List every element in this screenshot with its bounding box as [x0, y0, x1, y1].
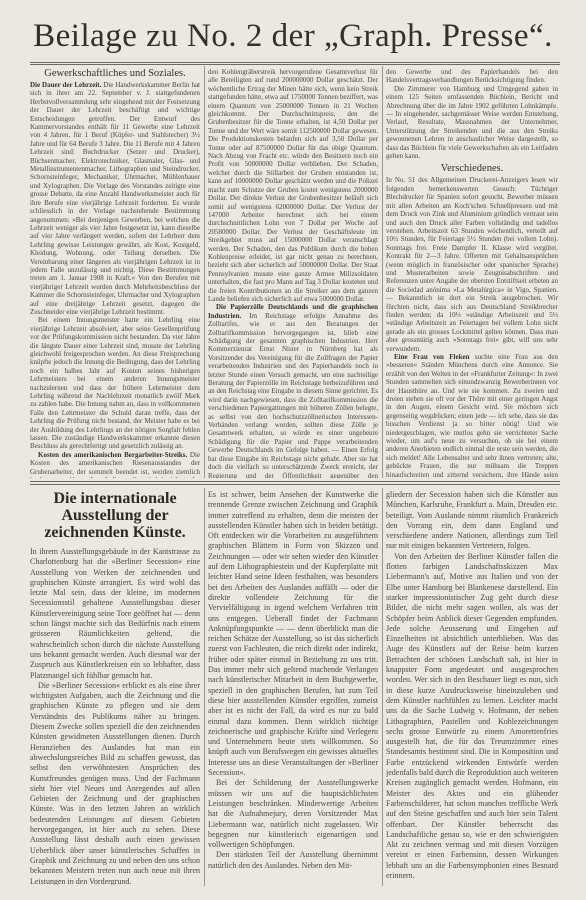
- article-text: Die Handwerkskammer Berlin hat sich in ihrer am 22. September v. J. stattgefundenen Herbstvollversammlung sehr eingehend mit der Festsetzung der Dauer der Lehrzeit beschäftigt und wichtige Entscheidungen getroffen. Der Entwurf des Kammervorstandes enthält für 11 Gewerbe eine Lehrzeit von 4 Jahren, für 1 Beruf (Küpfer- und Stahlstecher) 3½ Jahre und für 64 Berufe 3 Jahre. Die 11 Berufe mit 4 Jahren Lehrzeit sind: Buchdrucker (Setzer und Drucker), Büchsenmacher, Elektrotechniker, Glasmaler, Glas- und Metallinstrumentenmacher, Lithographen und Steindrucker, Schornsteinfeger, Mechaniker, Uhrmacher, Mühlenbauer und Xylographen. Die Vorlage des Vorstandes zeitigte eine grosse Debatte, da eine Anzahl Handwerksmeister auch für ihre Berufe eine vierjährige Lehrzeit forderten. Es wurde schliesslich in der Vorlage nachstehende Bestimmung angenommen: »Bei denjenigen Gewerben, bei welchen die Lehrzeit weniger als vier Jahre festgesetzt ist, kann dieselbe auf vier Jahre verlängert werden, sofern der Lehrherr dem Lehrling gewisse Leistungen gewährt, als Kost, Kostgeld, Kleidung, Wohnung, oder Teilung derselben. Die Vereinbarung einer längeren als vierjährigen Lehrzeit ist in jedem Falle unzulässig und nichtig. Diese Bestimmungen treten am 1. Januar 1908 in Kraft.« Von den Berufen mit vierjähriger Lehrzeit wurden durch Mehrheitsbeschluss der Kammer die Schornsteinfeger, Uhrmacher und Xylographen auf eine dreijährige Lehrzeit gesetzt, dagegen die Zuschneider eine vierjährige Lehrzeit bestimmt.: [30, 81, 200, 316]
- masthead-title: Beilage zu No. 2 der „Graph. Presse“.: [33, 18, 553, 54]
- article-bergarbeiter: [30, 451, 200, 478]
- exhibition-paragraph: Den stärksten Teil der Ausstellung übernimmt natürlich den des Auslandes. Neben den Mit-: [208, 850, 378, 870]
- exhibition-paragraph: Die »Berliner Secession« erblickt es als eine ihrer wichtigsten Aufgaben, auch die Zeichnung und die graphischen Künste zu pflegen und sie dem Verständnis des Publikums näher zu bringen. Diesem Zwecke sollen speziell die den zeichnenden Künsten gewidmeten Ausstellungen dienen. Durch Heranziehen des Auslandes hat man ein abwechslungsreiches Bild zu schaffen gewusst, das selbst den verwöhntesten Ansprüchen des Kunstfreundes genügen muss. Und der Fachmann sieht hier viel Neues und Anregendes auf allen Gebieten der Zeichnung und der graphischen Künste. Was in den letzten Jahren an wirklich bedeutenden Leistungen auf diesem Gebieten hervorgegangen, ist hier auch zu sehen. Diese Ausstellung lässt deshalb auch einen gewissen Ueberblick über unser künstlerisches Schaffen in Graphik und Zeichnung zu und neben den uns schon bekannten Meistern treten nun auch neue mit ihren Leistungen in den Vordergrund.: [30, 680, 200, 885]
- article-heading: Eine Frau von Fleken: [394, 353, 470, 361]
- upper-right-column: [386, 68, 558, 478]
- exhibition-paragraph: Es ist schwer, beim Ansehen der Kunstwerke die trennende Grenze zwischen Zeichnung und Graphik immer zutreffend zu erhalten, denn die meisten der ausstellenden Künstler haben sich in beiden betätigt. Oft entdecken wir die Vorarbeiten zu ausgeführtem graphischen Blättern in Form von Skizzen und Zeichnungen — oder wir sehen wieder den Künstler auf dem Lithographiestein und der Kupferplatte mit leichter Hand seine Ideen festhalten, was besonders bei den Arbeiten des Auslandes auffällt — oder die direkte vollendete Zeichnung für die Vervielfältigung in irgend welchem Verfahren tritt uns entgegen. Ueberall findet der Fachmann Anknüpfungspunkte — — denn überblickt man die reichen Schätze der Ausstellung, so ist das sicherlich zuerst von Fachleuten, die reich direkt oder indirekt, früher oder später einmal in Beziehung zu uns tritt. Das immer mehr sich geltend machende Verlangen nach künstlerischer Mitarbeit in dem Buchgewerbe, speziell in den graphischen Berufen, hat zum Teil diese hier ausstellenden Künstler ergriffen, zumeist aber ist es nicht der Fall, da wird es nur zu bald einmal dazu kommen. Denn wirklich tüchtige zeichnerische und graphische Kräfte sind Verlegern und Unternehmern heute stets willkommen. So knüpft auch von Berufswegen ein gewisses aktuelles Interesse uns an diese Veranstaltungen der »Berliner Secession«.: [208, 490, 378, 778]
- column-divider: [204, 66, 205, 478]
- masthead-rule: [30, 62, 560, 65]
- article-text: Im Reichstage erfolgte Annahme des Zolltarifes, wie er aus den Beratungen der Zolltarifkommission hervorgegangen ist, blieb eine Schädigung der gesamten graphischen Industrien. Herr Kommerzienrat Ernst Nister in Nürnberg hat als Vorsitzender des Vereinigung für die Zollfragen der Papier verarbeitenden Industrien und des Papierhandels noch in letzter Stunde einen Versuch gemacht, um eine nachteilige Beratung der Papierzölle im Reichstage herbeizuführen und an den Reichstag eine Eingabe in diesem Sinne gerichtet. Es wird darin nachgewiesen, dass die Zolltarifkommission die verschiedenen Papiergattungen mit höheren Zöllen belegte, as selbst von den hochschutzzöllnerischen Interessen-Verbänden verlangt worden, sollten diese Zölle je Gesamtwerk erhalten, so würde es einer ungeheure Schädigung für die Papier und Pappe verarbeitenden Gewerbe Deutschlands im Gefolge haben. — Einen Erfolg hat diese Eingabe im Reichstage nicht gehabt. Aber sie hat doch die vielfach so unterschätzende Zweck erreicht, der Regierung und der Öffentlichkeit gegenüber den: [208, 311, 378, 478]
- article-frau: [386, 353, 558, 478]
- article-blechdrucker: In No. 51 des Allgemeinen Druckerei-Anzeigers lesen wir folgenden bemerkenswerten Gesuch: Tüchtiger Blechdrucker für Spanien sofort gesucht. Bewerber müssen mit allen Arbeiten am Koch'schen Schnellpressen und mit dem Druck von Zink und Aluminium gründlich vertraut sein und auch den Druck aller Farben vollständig und tadellos verstehen. Arbeitszeit 63 Stunden wöchentlich, verteilt auf 10½ Stunden, für Feiertage 5½ Stunden (bei vollem Lohn). Sonntags frei. Freie Dampfer II. Klasse wird vergütet. Kontrakt für 2—3 Jahre. Offerten mit Gehaltsansprüchen (wenn möglich in französischer oder spanischer Sprache) und Musterarbeiten sowie Zeugnisabschriften und Referenzen unter Angabe der obersten Entstiftseit erbeten an die Sociedad anónima »La Metalúrgica« in Vigo, Spanien. — Bekanntlich ist dort ein Streik ausgebrochen. Wir fürchten nicht, dass sich aus Deutschland Streikbrecher finden werden; da 10⅓ »ständige Arbeitszeit und 5⅓ »ständige Arbeitszeit an Feiertagen bei vollem Lohn nicht gerade als ein grosses Lockmittel gelten können. Dass man aber grossmütig auch »Sonntags frei« gibt, will uns sehr verwundern.: [386, 176, 558, 353]
- exhibition-paragraph: In ihrem Ausstellungsgebäude in der Kantstrasse zu Charlottenburg hat die »Berliner Secession« eine Ausstellung von Werken der zeichnenden und graphischen Künste arrangiert. Es wird wohl das letzte Mal sein, dass der kleine, im modernen Secessionsstil gehaltene Ausstellungsbau dieser Künstlervereinigung seine Tore geöffnet hat — denn schon längst machte sich das Bedürfnis nach einem grösseren Räumlichkeiten geltend, die wahrscheinlich schon durch die nächste Ausstellung uns bekannt gemacht werden. Auch diesmal war der Zuspruch aus Künstlerkreisen ein so lebhafter, dass Platzmangel sich fühlbar gemacht hat.: [30, 547, 200, 680]
- article-handelsvertrag: den Gewerbe und des Papierhandels bei den Handelsvertragsverhandlungen Berücksichtigung finden.: [386, 68, 558, 85]
- section-divider: [30, 484, 560, 485]
- exhibition-paragraph: gliedern der Secession haben sich die Künstler aus München, Karlsruhe, Frankfurt a. Main, Dresden etc. beteiligt. Vom Auslande nimmt räumlich Frankreich den Vorrang ein, dem dann England und verschiedene andere Nationen, allerdings zum Teil nur mit einigen bekannten Vertretern, folgen.: [386, 490, 558, 551]
- upper-left-column: [30, 68, 200, 478]
- article-heading: Die Dauer der Lehrzeit.: [30, 81, 102, 89]
- section-divider: [30, 481, 560, 482]
- article-papierzoelle: [208, 303, 378, 478]
- column-divider: [382, 66, 383, 478]
- section-title-misc: Verschiedenes.: [440, 163, 504, 175]
- lower-middle-column: [208, 490, 378, 885]
- lower-left-column: [30, 490, 200, 885]
- exhibition-article-title: Die internationale Ausstellung der zeichnenden Künste.: [44, 490, 186, 541]
- exhibition-paragraph: Bei der Schilderung der Ausstellungswerke müssen wir uns auf die hauptsächlichsten Leistungen beschränken. Minderwertige Arbeiten hat die Aufnahmejury, deren Vorsitzender Max Liebermann war, natürlich nicht zugelassen. Wir begegnen nur künstlerisch eigenartigen und vollwertigen Schöpfungen.: [208, 778, 378, 850]
- article-text: Die Kosten des amerikanischen Riesenausstandes der Grubenarbeiter, der sommelt beendet ist, werden ziemlich: [30, 450, 200, 476]
- section-title-social: Gewerkschaftliches und Soziales.: [44, 68, 186, 79]
- article-lehrzeit: [30, 81, 200, 316]
- column-divider: [204, 488, 205, 886]
- article-heading: Kosten des amerikanischen Bergarbeiter-Streiks.: [38, 450, 188, 459]
- upper-middle-column: [208, 68, 378, 478]
- article-lehrling: Bei einem Innungsmeister hatte ein Lehrling eine vierjährige Lehrzeit absolviert, aber seine Gesellenprüfung vor der Prüfungskommission nicht bestanden. Da vier Jahre die längste Dauer einer Lehrzeit sind, musste der Lehrling gleichwohl freigesprochen werden. An diese Freisprechung knüpfte jedoch die Innung die Bedingung, dass der Lehrling noch ein halbes Jahr auf Kosten seines bisherigen Lehrmeisters bei einem anderen Innungsmeister nachzulernen und dass der frühere Lehrmeister dem Lehrling während der Nachlehrzeit monatlich zwölf Mark zu zahlen habe. Die Innung nahm an, dass in vollkommenen Falle den Lehrmeister die Schuld daran treffe, dass der Lehrling die Prüfung nicht bestand, der Meister habe es bei der Ausbildung des Lehrlings an der nötigen Sorgfalt fehlen lassen. Die zuständige Handwerkskammer erkannte diesen Beschluss als gerechtfertigt und gesetzlich zulässig an.: [30, 316, 200, 451]
- article-streik-kosten: den Kohlengräberstreik hervorgerufene Gesamtverlust für alle Beteiligten auf rund 200000000 Dollar geschätzt. Der wöchentliche Ertrag der Minen hätte sich, wenn kein Streik stattgefunden hätte, etwa auf 1750000 Tonnen beziffert, was einem Quantum von 25000000 Tonnen in 21 Wochen gleichkommt. Der Durchschnittspreis, den die Grubenbesitzer für die Tonne erhalten, ist 4,50 Dollar per Tonne und der Wert wäre somit 112500000 Dollar gewesen. Die Produktionskosten belaufen sich auf 3,50 Dollar per Tonne oder auf 87500000 Dollar für das obige Quantum. Nach Abzug von Fracht etc. würde den Besitzern noch ein Profit von 50000000 Dollar verblieben. Der Schaden, welcher durch die Stillarbeit der Gruben entstanden ist, kann auf 10000000 Dollar geschätzt werden und die Polizei macht zum Schutze der Gruben kostet wenigstens 2000000 Dollar. Der direkte Verlust der Grubenbesitzer beläuft sich somit auf wenigstens 62000000 Dollar. Der Verlust der 147000 Arbeiter berechnet sich bei einem durchschnittlichen Lohn von 7 Dollar per Woche auf 20580000 Dollar. Der Verlust der Geschäftsleute im Streikgebiet muss auf 15000000 Dollar veranschlagt werden. Der Schaden, den das Publikum durch die hohen Kohlenpreise erleidet, ist gar nicht genau zu berechnen, bezieht sich aber sicherlich auf 50000000 Dollar. Der Staat Pennsylvanien musste eine ganze Armee Milizsoldaten unterhalten, die fast pro Mann auf Tag 3 Dollar kosteten und die freien Kontributionen an die Streiker aus dem ganzen Lande beliefen sich sicherlich auf etwa 5000000 Dollar.: [208, 68, 378, 303]
- article-heading: Die Papierzölle Deutschlands und die graphischen Industrien.: [208, 303, 378, 320]
- lower-right-column: [386, 490, 558, 885]
- column-divider: [382, 488, 383, 886]
- article-text: suchte eine Frau aus den »besseren« Ständen Münchens durch eine Annonce. Sie erzählt von den Welten in der »Frankfurter Zeitung«: In zwei Stunden sammelten sich einundzwanzig Bewerberinnen vor der Hausthüre an. Und wie sie kommen. Zu zweien und dreien stehen sie oft vor der Thüre mit einer geringen Angst in den Augen, einem Gesicht wird. Sie möchten sich gegenseitig wegdrücken; einen jede — ich sehe, dass sie das bisschen Verdienst ja so bitter nötig! Und wie niedergeschlagen, wie mutlos gehn sie verrichteter Sache wieder, um auf's neue zu versuchen, ob sie bei einem anderen Anerbieten endlich einmal die erste sein werden, die sich meldet! Alle Lebensalter und sehr ihnen vertreten; alte, gebückte Frauen, die nur mühsam die Treppen hinaufschreiten und zitternd versichern, ihre Hände seien: [386, 353, 558, 478]
- exhibition-paragraph: Von den Arbeiten der Berliner Künstler fallen die flotten farbigen Landschaftsskizzen Max Liebermann's auf, Motive aus Italien und von der Elbe unter Hamburg bei Blankenese darstellend. Ein starker impressionistischer Zug geht durch diese Bilder, die nicht mehr sagen wollen, als was der Schöpfer beim Anblick dieser Gegenden empfunden. Jede solche Aeusserung und Eingehen auf Einzelheiten ist absichtlich unterblieben. Was das Auge des Künstlers auf der Reise beim kurzen Betrachten der schönen Landschaft sah, ist hier in knappster Form angedeutet und ausgesprochen worden. Wer sich in den Beschauer liegt es nun, sich in diese kurze Ausdrucksweise hineinzuleben und dem Künstler nachfühlen zu lernen. Leichter macht uns da die Sache Ludwig v. Hofmann, der neben Lithographien, Pastellen und Kohlezeichnungen sechs grosse Entwürfe zu einem Amorettenfries ausgestellt hat, die für das Treumzimmer eines Standesamts bestimmt sind. Die in Komposition und Farbe entzückend wirkenden Entwürfe werden jedenfalls bald durch die Reproduktion auch weiteren Kreisen zugänglich gemacht werden. Hofmann, ein Meister des Aktes und ein glühender Farbenschilderer, hat schon manches treffliche Werk auf den Steine geschaffen und auch hier sein Talent offenbart. Der Künstler beherrscht das Landschaftliche genau so, wie er den schwierigsten Akt zu zeichnen vermag und mit diesen Vorzügen vereint er einen Farbensinn, dessen Wirkungen lebhaft uns an die Farbensymphonien eines Besnard erinnern.: [386, 551, 558, 880]
- article-zimmerer: Die Zimmerer von Hamburg und Umgegend gaben in einem 125 Seiten umfassenden Büchlein, Bericht und Abrechnung über die im Jahre 1902 geführten Lohnkämpfe. — In eingehender, sachgemässer Weise werden Entstehung, Verlauf, Resultate, Massnahmen der Unternehmer, Unterstützung der Streikenden und die aus den Streiks gewonnenen Lehren in anschaulicher Weise dargestellt, so dass das Büchlein für viele Gewerkschaften als ein Leitfaden gelten kann.: [386, 84, 558, 161]
